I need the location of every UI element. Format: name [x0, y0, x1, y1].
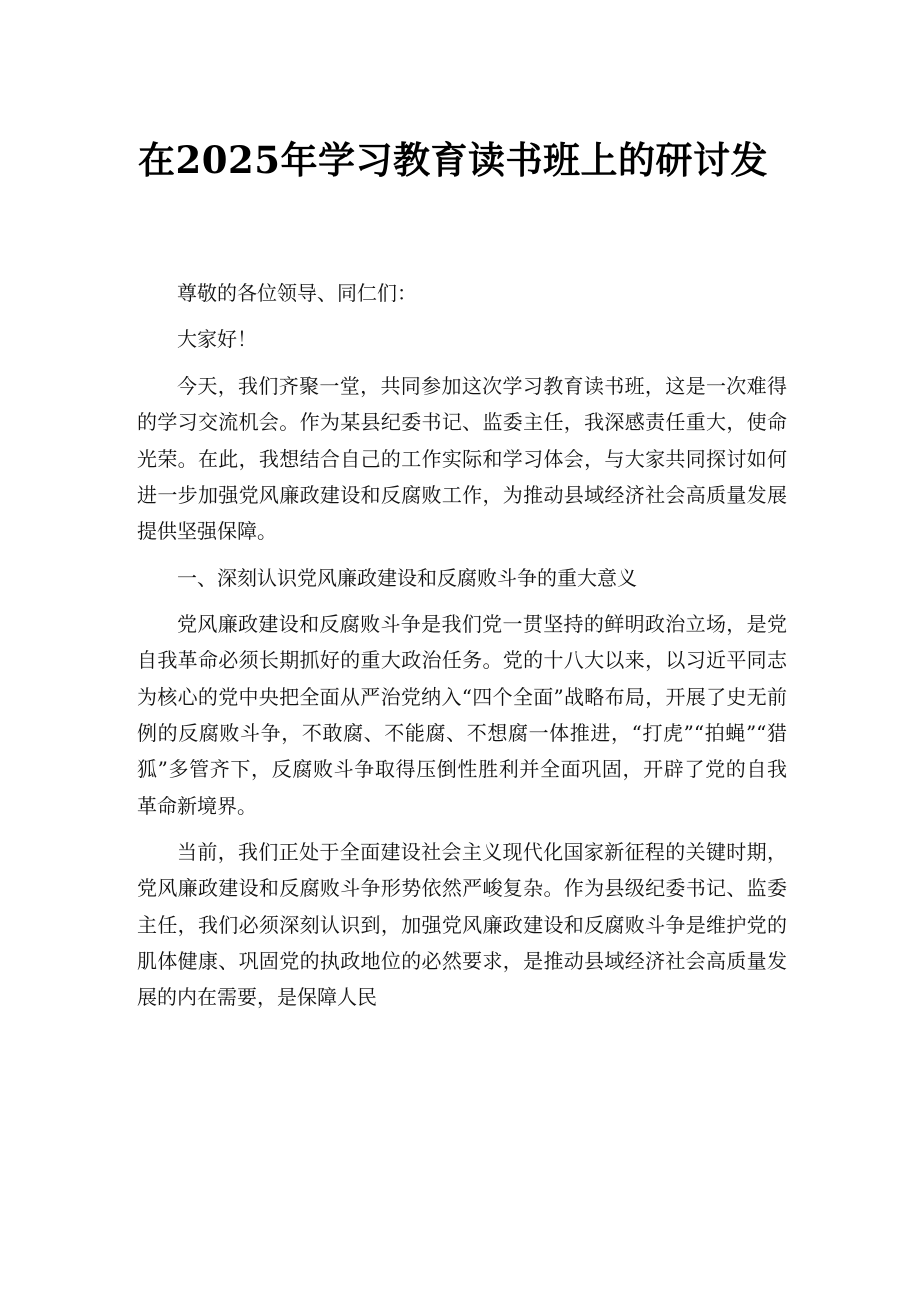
greeting: 大家好！: [177, 327, 257, 352]
salutation: 尊敬的各位领导、同仁们：: [177, 281, 417, 305]
document-body: [137, 275, 787, 1026]
body-paragraph-1: 党风廉政建设和反腐败斗争是我们党一贯坚持的鲜明政治立场，是党自我革命必须长期抓好的重大政治任务。党的十八大以来，以习近平同志为核心的党中央把全面从严治党纳入“四个全面”战略布局，开展了史无前例的反腐败斗争，不敢腐、不能腐、不想腐一体推进，“打虎”“拍蝇”“猎狐”多管齐下，反腐败斗争取得压倒性胜利并全面巩固，开辟了党的自我革命新境界。: [137, 612, 787, 818]
section-heading-1: 一、深刻认识党风廉政建设和反腐败斗争的重大意义: [177, 565, 637, 590]
intro-paragraph: 今天，我们齐聚一堂，共同参加这次学习教育读书班，这是一次难得的学习交流机会。作为某县纪委书记、监委主任，我深感责任重大，使命光荣。在此，我想结合自己的工作实际和学习体会，与大家共同探讨如何进一步加强党风廉政建设和反腐败工作，为推动县域经济社会高质量发展提供坚强保障。: [137, 373, 787, 544]
body-paragraph-2: 当前，我们正处于全面建设社会主义现代化国家新征程的关键时期，党风廉政建设和反腐败斗争形势依然严峻复杂。作为县级纪委书记、监委主任，我们必须深刻认识到，加强党风廉政建设和反腐败斗争是维护党的肌体健康、巩固党的执政地位的必然要求，是推动县域经济社会高质量发展的内在需要，是保障人民: [137, 840, 787, 1010]
document-title: 在2025年学习教育读书班上的研讨发: [138, 138, 768, 182]
